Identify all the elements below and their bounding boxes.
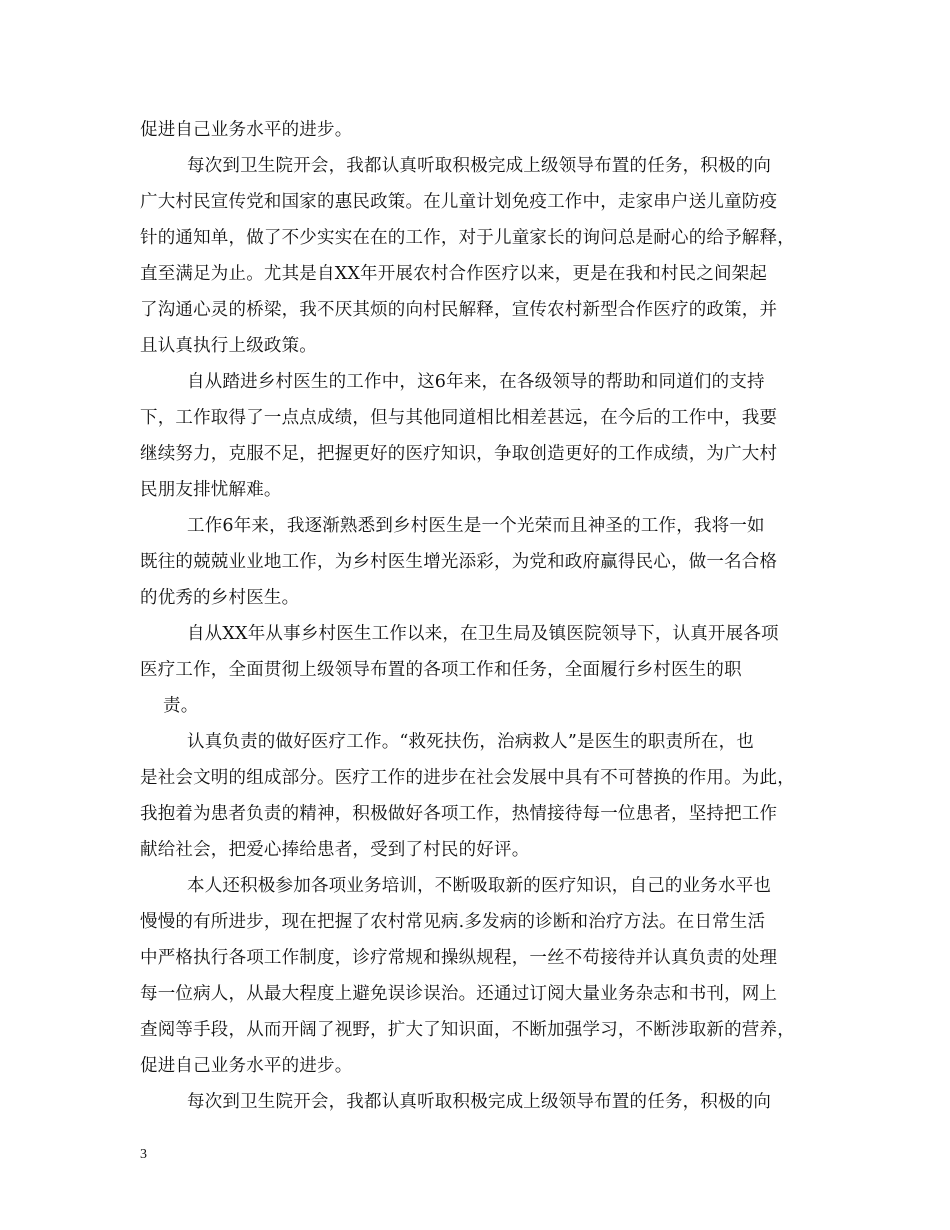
text-line: 且认真执行上级政策。	[140, 336, 317, 356]
text-line: 直至满足为止。尤其是自XX年开展农村合作医疗以来，更是在我和村民之间架起	[140, 264, 768, 284]
text-line: 慢慢的有所进步，现在把握了农村常见病.多发病的诊断和治疗方法。在日常生活	[140, 912, 766, 932]
text-line: 了沟通心灵的桥梁，我不厌其烦的向村民解释，宣传农村新型合作医疗的政策，并	[140, 300, 778, 320]
text-line: 每次到卫生院开会，我都认真听取积极完成上级领导布置的任务，积极的向	[187, 1092, 772, 1112]
text-line: 民朋友排忧解难。	[140, 480, 282, 500]
text-line: 查阅等手段，从而开阔了视野，扩大了知识面，不断加强学习，不断涉取新的营养，	[140, 1020, 795, 1040]
text-line: 是社会文明的组成部分。医疗工作的进步在社会发展中具有不可替换的作用。为此，	[140, 768, 795, 788]
page-number: 3	[140, 1147, 147, 1162]
text-line: 认真负责的做好医疗工作。“救死扶伤，治病救人”是医生的职责所在，也	[187, 732, 754, 752]
text-line: 下，工作取得了一点点成绩，但与其他同道相比相差甚远，在今后的工作中，我要	[140, 408, 778, 428]
text-line: 针的通知单，做了不少实实在在的工作，对于儿童家长的询问总是耐心的给予解释，	[140, 228, 795, 248]
text-line: 我抱着为患者负责的精神，积极做好各项工作，热情接待每一位患者，坚持把工作	[140, 804, 778, 824]
text-line: 每一位病人，从最大程度上避免误诊误治。还通过订阅大量业务杂志和书刊，网上	[140, 984, 778, 1004]
text-line: 广大村民宣传党和国家的惠民政策。在儿童计划免疫工作中，走家串户送儿童防疫	[140, 192, 778, 212]
text-line: 自从XX年从事乡村医生工作以来，在卫生局及镇医院领导下，认真开展各项	[187, 624, 779, 644]
text-line: 医疗工作，全面贯彻上级领导布置的各项工作和任务，全面履行乡村医生的职	[140, 660, 742, 680]
text-line: 促进自己业务水平的进步。	[140, 1056, 353, 1076]
text-line: 工作6年来，我逐渐熟悉到乡村医生是一个光荣而且神圣的工作，我将一如	[187, 516, 765, 536]
text-line: 献给社会，把爱心捧给患者，受到了村民的好评。	[140, 840, 530, 860]
text-line: 本人还积极参加各项业务培训，不断吸取新的医疗知识，自己的业务水平也	[187, 876, 772, 896]
text-line: 既往的兢兢业业地工作，为乡村医生增光添彩，为党和政府赢得民心，做一名合格	[140, 552, 778, 572]
text-line: 促进自己业务水平的进步。	[140, 120, 353, 140]
text-line: 每次到卫生院开会，我都认真听取积极完成上级领导布置的任务，积极的向	[187, 156, 772, 176]
text-line: 自从踏进乡村医生的工作中，这6年来，在各级领导的帮助和同道们的支持	[187, 372, 765, 392]
text-line: 中严格执行各项工作制度，诊疗常规和操纵规程，一丝不苟接待并认真负责的处理	[140, 948, 778, 968]
text-line: 的优秀的乡村医生。	[140, 588, 300, 608]
text-line: 继续努力，克服不足，把握更好的医疗知识，争取创造更好的工作成绩，为广大村	[140, 444, 778, 464]
text-line: 责。	[163, 696, 199, 716]
